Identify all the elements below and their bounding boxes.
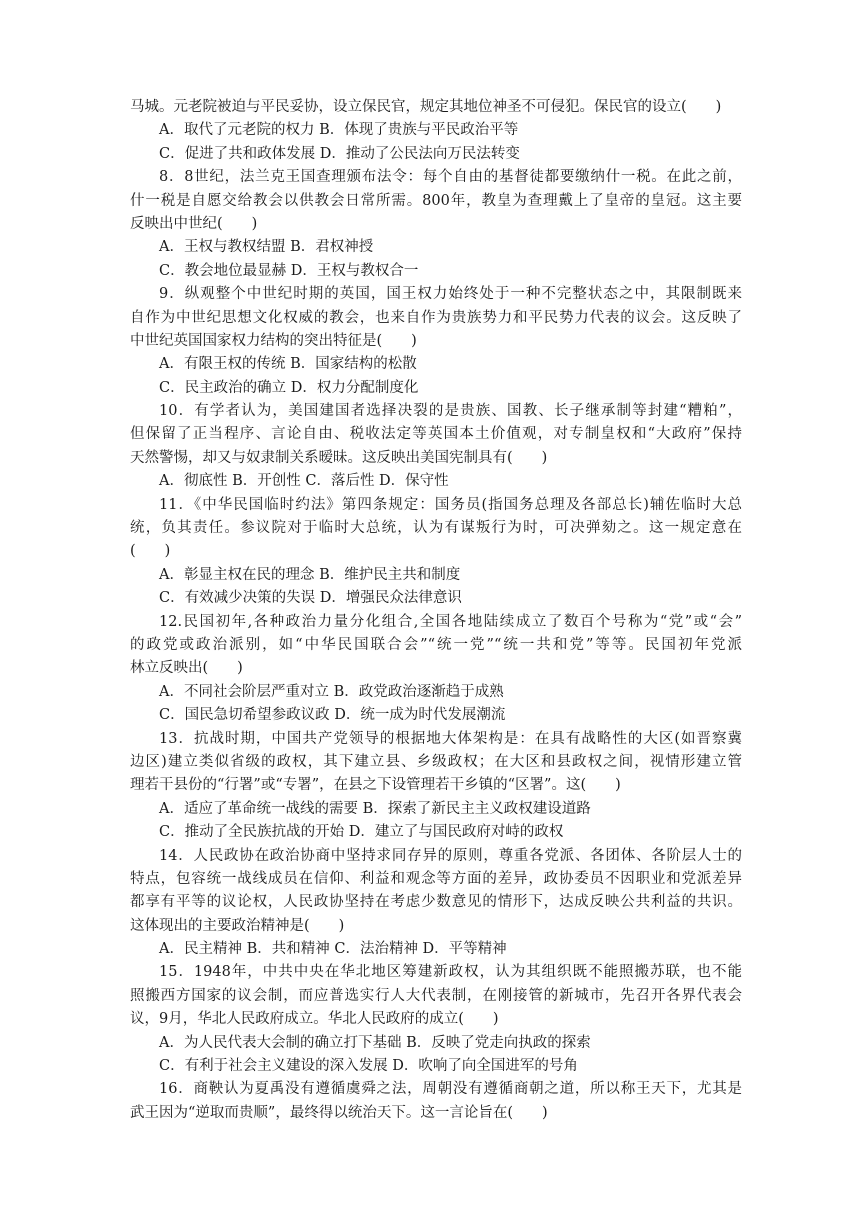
- question-stem-line: 武王因为“逆取而贵顺”，最终得以统治天下。这一言论旨在( ): [130, 1104, 548, 1121]
- question-stem-line: 13．抗战时期，中国共产党领导的根据地大体架构是：在具有战略性的大区(如晋察冀: [159, 730, 742, 747]
- answer-options-line: C．促进了共和政体发展 D．推动了公民法向万民法转变: [159, 145, 520, 162]
- question-stem-line: 16．商鞅认为夏禹没有遵循虞舜之法，周朝没有遵循商朝之道，所以称王天下，尤其是: [159, 1081, 742, 1098]
- answer-options-line: C．民主政治的确立 D．权力分配制度化: [159, 379, 419, 396]
- question-block: [130, 961, 742, 1078]
- answer-options-line: C．有效减少决策的失误 D．增强民众法律意识: [159, 590, 462, 607]
- answer-options-line: C．推动了全民族抗战的开始 D．建立了与国民政府对峙的政权: [159, 824, 564, 841]
- question-stem-line: 天然警惕，却又与奴隶制关系暧昧。这反映出美国宪制具有( ): [130, 449, 548, 466]
- answer-options-line: A．有限王权的传统 B．国家结构的松散: [159, 356, 417, 373]
- question-stem-line: 8．8世纪，法兰克王国查理颁布法令：每个自由的基督徒都要缴纳什一税。在此之前，: [159, 169, 742, 186]
- question-stem-line: 边区)建立类似省级的政权，其下建立县、乡级政权；在大区和县政权之间，视情形建立管: [130, 753, 742, 770]
- question-block: [130, 611, 742, 728]
- question-stem-line: 14．人民政协在政治协商中坚持求同存异的原则，尊重各党派、各团体、各阶层人士的: [159, 847, 742, 864]
- answer-options-line: A．王权与教权结盟 B．君权神授: [159, 239, 374, 256]
- question-block: [130, 728, 742, 845]
- answer-options-line: A．彰显主权在民的理念 B．维护民主共和制度: [159, 566, 461, 583]
- question-stem-line: 12.民国初年,各种政治力量分化组合,全国各地陆续成立了数百个号称为“党”或“会”: [159, 613, 742, 630]
- answer-options-line: A．不同社会阶层严重对立 B．政党政治逐渐趋于成熟: [159, 683, 504, 700]
- question-block: [130, 166, 742, 283]
- question-stem-line: 中世纪英国国家权力结构的突出特征是( ): [130, 332, 417, 349]
- answer-options-line: C．教会地位最显赫 D．王权与教权合一: [159, 262, 419, 279]
- question-stem-line: 照搬西方国家的议会制，而应普选实行人大代表制，在刚接管的新城市，先召开各界代表会: [130, 987, 742, 1004]
- question-stem-line: 的政党或政治派别，如“中华民国联合会”“统一党”“统一共和党”等等。民国初年党派: [130, 636, 742, 653]
- question-block: [130, 845, 742, 962]
- question-stem-line: 马城。元老院被迫与平民妥协，设立保民官，规定其地位神圣不可侵犯。保民官的设立( ): [130, 99, 722, 115]
- question-stem-line: 但保留了正当程序、言论自由、税收法定等英国本土价值观，对专制皇权和“大政府”保持: [130, 426, 742, 443]
- question-stem-line: 这体现出的主要政治精神是( ): [130, 917, 345, 934]
- question-stem-line: 理若干县份的“行署”或“专署”，在县之下设管理若干乡镇的“区署”。这( ): [130, 777, 621, 794]
- answer-options-line: A．取代了元老院的权力 B．体现了贵族与平民政治平等: [159, 122, 519, 139]
- question-stem-line: 都享有平等的议论权，人民政协坚持在考虑少数意见的情形下，达成反映公共利益的共识。: [130, 894, 742, 911]
- question-stem-line: 10．有学者认为，美国建国者选择决裂的是贵族、国教、长子继承制等封建“糟粕”，: [159, 403, 742, 420]
- answer-options-line: A．彻底性 B．开创性 C．落后性 D．保守性: [159, 473, 449, 490]
- question-stem-line: ( ): [130, 543, 171, 560]
- question-stem-line: 11．《中华民国临时约法》第四条规定：国务员(指国务总理及各部总长)辅佐临时大总: [159, 496, 742, 513]
- question-stem-line: 9．纵观整个中世纪时期的英国，国王权力始终处于一种不完整状态之中，其限制既来: [159, 286, 742, 303]
- question-stem-line: 自作为中世纪思想文化权威的教会，也来自作为贵族势力和平民势力代表的议会。这反映了: [130, 309, 742, 326]
- question-stem-line: 议，9月，华北人民政府成立。华北人民政府的成立( ): [130, 1011, 499, 1028]
- question-stem-line: 统，负其责任。参议院对于临时大总统，认为有谋叛行为时，可决弹劾之。这一规定意在: [130, 520, 742, 537]
- question-stem-line: 15．1948年，中共中央在华北地区筹建新政权，认为其组织既不能照搬苏联，也不能: [159, 964, 742, 981]
- question-block: [130, 400, 742, 494]
- question-list: [130, 96, 742, 1125]
- question-stem-line: 什一税是自愿交给教会以供教会日常所需。800年，教皇为查理戴上了皇帝的皇冠。这主要: [130, 192, 742, 209]
- question-stem-line: 反映出中世纪( ): [130, 215, 258, 232]
- answer-options-line: C．有利于社会主义建设的深入发展 D．吹响了向全国进军的号角: [159, 1058, 578, 1075]
- question-block: [130, 283, 742, 400]
- answer-options-line: C．国民急切希望参政议政 D．统一成为时代发展潮流: [159, 707, 506, 724]
- question-stem-line: 特点，包容统一战线成员在信仰、利益和观念等方面的差异，政协委员不因职业和党派差异: [130, 870, 742, 887]
- question-block: [130, 1078, 742, 1125]
- answer-options-line: A．为人民代表大会制的确立打下基础 B．反映了党走向执政的探索: [159, 1034, 591, 1051]
- question-block: [130, 119, 742, 166]
- question-block: [130, 494, 742, 611]
- question-stem-line: 林立反映出( ): [130, 660, 243, 677]
- answer-options-line: A．适应了革命统一战线的需要 B．探索了新民主主义政权建设道路: [159, 800, 591, 817]
- answer-options-line: A．民主精神 B．共和精神 C．法治精神 D．平等精神: [159, 941, 507, 958]
